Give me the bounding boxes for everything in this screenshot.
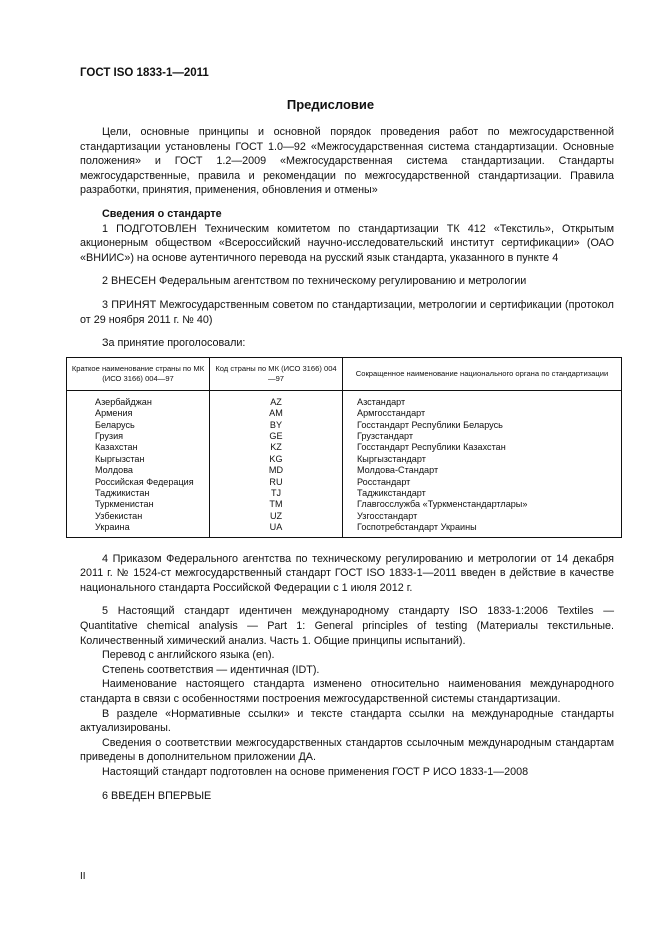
basis-note: Настоящий стандарт подготовлен на основе применения ГОСТ Р ИСО 1833-1—2008 (102, 765, 529, 778)
table-row (67, 454, 622, 465)
intro-paragraph: Цели, основные принципы и основной порядок проведения работ по межгосударственной стандартизации установлены ГОСТ 1.0—92 «Межгосударственная система стандартизации. Основные положения» и ГОСТ 1.2—2009 «Межгосударственная система стандартизации. Стандарты межгосударственные, правила и рекомендации по межгосударственной стандартизации. Правила разработки, принятия, применения, обновления и отмены» (80, 126, 614, 197)
conformity-degree: Степень соответствия — идентичная (IDT). (102, 663, 320, 676)
table-header-row (67, 357, 622, 390)
standards-body: Росстандарт (343, 477, 622, 488)
country-code: TM (210, 499, 343, 510)
vote-intro: За принятие проголосовали: (102, 337, 246, 350)
table-row (67, 420, 622, 431)
standards-body: Узгосстандарт (343, 511, 622, 522)
standards-body: Молдова-Стандарт (343, 465, 622, 476)
country-name: Таджикистан (67, 488, 210, 499)
country-name: Российская Федерация (67, 477, 210, 488)
country-code: KZ (210, 442, 343, 453)
country-name: Казахстан (67, 442, 210, 453)
table-row (67, 442, 622, 453)
standards-body: Таджикстандарт (343, 488, 622, 499)
table-row (67, 477, 622, 488)
standards-body: Главгосслужба «Туркменстандартлары» (343, 499, 622, 510)
column-header-organ: Сокращенное наименование национального органа по стандартизации (343, 357, 622, 390)
standards-body: Азстандарт (343, 390, 622, 408)
standards-body: Госстандарт Республики Беларусь (343, 420, 622, 431)
table-row (67, 465, 622, 476)
item-1-paragraph: 1 ПОДГОТОВЛЕН Техническим комитетом по стандартизации ТК 412 «Текстиль», Открытым акционерным обществом «Всероссийский научно-исследовательский институт сертификации» (ОАО «ВНИИС») на основе аутентичного перевода на русский язык стандарта, указанного в пункте 4 (80, 222, 614, 264)
item-3-paragraph: 3 ПРИНЯТ Межгосударственным советом по стандартизации, метрологии и сертификации (протокол от 29 ноября 2011 г. № 40) (80, 298, 614, 326)
translation-language: Перевод с английского языка (en). (102, 649, 275, 662)
country-code: RU (210, 477, 343, 488)
table-row (67, 522, 622, 537)
standards-body: Госстандарт Республики Казахстан (343, 442, 622, 453)
column-header-code: Код страны по МК (ИСО 3166) 004—97 (210, 357, 343, 390)
table-row (67, 408, 622, 419)
country-name: Туркменистан (67, 499, 210, 510)
appendix-note: Сведения о соответствии межгосударственных стандартов ссылочным международным стандартам приведены в дополнительном приложении ДА. (80, 736, 614, 764)
country-name: Беларусь (67, 420, 210, 431)
member-states-table (66, 357, 622, 538)
page-number: II (80, 871, 86, 882)
standards-body: Грузстандарт (343, 431, 622, 442)
column-header-country: Краткое наименование страны по МК (ИСО 3166) 004—97 (67, 357, 210, 390)
country-name: Узбекистан (67, 511, 210, 522)
country-name: Грузия (67, 431, 210, 442)
country-name: Молдова (67, 465, 210, 476)
table-row (67, 499, 622, 510)
page-title: Предисловие (286, 97, 375, 112)
country-code: AZ (210, 390, 343, 408)
country-code: BY (210, 420, 343, 431)
references-note: В разделе «Нормативные ссылки» и тексте стандарта ссылки на международные стандарты актуализированы. (80, 707, 614, 735)
item-5-paragraph: 5 Настоящий стандарт идентичен международному стандарту ISO 1833-1:2006 Textiles — Quantitative chemical analysis — Part 1: General principles of testing (Материалы текстильные. Количественный химический анализ. Часть 1. Общие принципы испытаний). (80, 605, 614, 647)
country-code: KG (210, 454, 343, 465)
table-row (67, 488, 622, 499)
country-name: Кыргызстан (67, 454, 210, 465)
country-code: AM (210, 408, 343, 419)
country-code: UA (210, 522, 343, 537)
country-name: Украина (67, 522, 210, 537)
country-name: Азербайджан (67, 390, 210, 408)
table-row (67, 511, 622, 522)
standards-body: Армгосстандарт (343, 408, 622, 419)
item-6-paragraph: 6 ВВЕДЕН ВПЕРВЫЕ (102, 789, 212, 802)
country-name: Армения (67, 408, 210, 419)
table-row (67, 431, 622, 442)
standards-body: Госпотребстандарт Украины (343, 522, 622, 537)
title-change-note: Наименование настоящего стандарта изменено относительно наименования международного стандарта в связи с особенностями построения межгосударственной системы стандартизации. (80, 678, 614, 705)
table-row (67, 390, 622, 408)
item-2-paragraph: 2 ВНЕСЕН Федеральным агентством по техническому регулированию и метрологии (102, 275, 527, 288)
section-heading: Сведения о стандарте (102, 207, 222, 220)
document-code: ГОСТ ISO 1833-1—2011 (80, 67, 209, 79)
document-body (71, 125, 614, 803)
country-code: TJ (210, 488, 343, 499)
standards-body: Кыргызстандарт (343, 454, 622, 465)
country-code: UZ (210, 511, 343, 522)
country-code: GE (210, 431, 343, 442)
country-code: MD (210, 465, 343, 476)
item-4-paragraph: 4 Приказом Федерального агентства по техническому регулированию и метрологии от 14 декабря 2011 г. № 1524-ст межгосударственный стандарт ГОСТ ISO 1833-1—2011 введен в действие в качестве национального стандарта Российской Федерации с 1 июля 2012 г. (80, 552, 614, 594)
